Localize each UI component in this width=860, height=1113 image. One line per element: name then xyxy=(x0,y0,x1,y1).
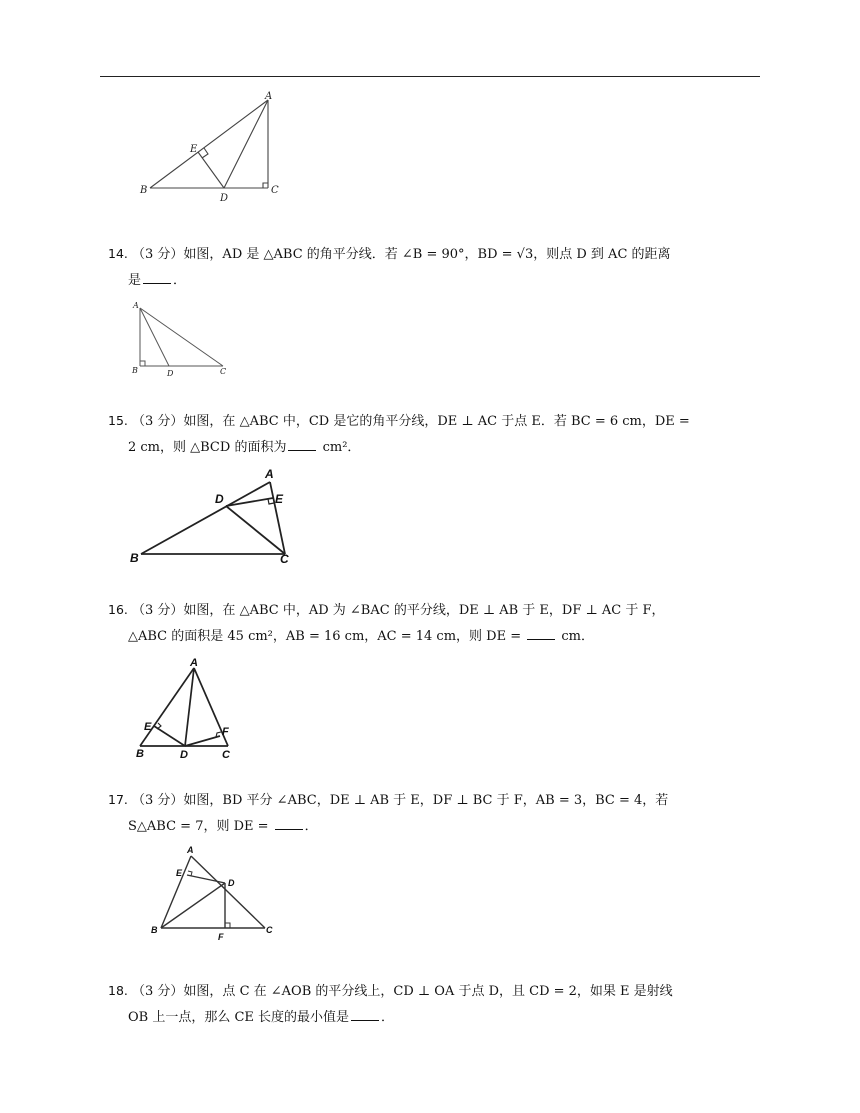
question-text-line1: （3 分）如图，AD 是 △ABC 的角平分线．若 ∠B = 90°，BD = √3，则点 D 到 AC 的距离 xyxy=(132,247,671,262)
q16-label-c: C xyxy=(222,749,230,761)
q13-label-c: C xyxy=(271,185,279,196)
question-text-line1: （3 分）如图，在 △ABC 中，CD 是它的角平分线，DE ⊥ AC 于点 E．若 BC = 6 cm，DE = xyxy=(132,414,690,429)
question-14 xyxy=(108,241,760,294)
q16-label-f: F xyxy=(222,726,229,738)
q17-label-a: A xyxy=(187,845,194,855)
answer-blank[interactable] xyxy=(143,271,171,284)
q15-label-e: E xyxy=(275,492,284,506)
question-text-line2-end: cm． xyxy=(557,629,594,644)
header-rule xyxy=(100,76,760,77)
question-number: 14. xyxy=(108,246,128,261)
question-text-line1: （3 分）如图，点 C 在 ∠AOB 的平分线上，CD ⊥ OA 于点 D，且 CD = 2，如果 E 是射线 xyxy=(132,984,673,999)
question-text-line1: （3 分）如图，BD 平分 ∠ABC，DE ⊥ AB 于 E，DF ⊥ BC 于 F，AB = 3，BC = 4，若 xyxy=(132,793,669,808)
question-text-line2: OB 上一点，那么 CE 长度的最小值是 xyxy=(128,1010,350,1025)
q15-figure xyxy=(125,466,305,568)
question-number: 15. xyxy=(108,413,128,428)
q16-label-d: D xyxy=(180,749,188,761)
q15-label-c: C xyxy=(280,552,289,566)
question-number: 18. xyxy=(108,983,128,998)
question-number: 17. xyxy=(108,792,128,807)
question-text-line2-end: cm²． xyxy=(318,440,361,455)
q13-label-e: E xyxy=(190,144,198,155)
q13-label-a: A xyxy=(265,91,273,102)
question-text-line2-end: ． xyxy=(381,1010,395,1025)
question-text-line2: S△ABC = 7，则 DE = xyxy=(128,819,273,834)
question-15 xyxy=(108,408,760,461)
q15-label-d: D xyxy=(215,492,224,506)
q17-label-b: B xyxy=(151,925,158,935)
question-16 xyxy=(108,597,760,650)
q16-label-b: B xyxy=(136,748,144,760)
question-text-line2: △ABC 的面积是 45 cm²，AB = 16 cm，AC = 14 cm，则 DE = xyxy=(128,629,526,644)
question-text-line1: （3 分）如图，在 △ABC 中，AD 为 ∠BAC 的平分线，DE ⊥ AB 于 E，DF ⊥ AC 于 F， xyxy=(132,603,665,618)
q14-label-d: D xyxy=(167,369,174,378)
q13-figure xyxy=(135,88,295,208)
q16-figure xyxy=(130,654,250,762)
q13-label-d: D xyxy=(220,193,229,204)
q17-label-d: D xyxy=(228,878,235,888)
question-17 xyxy=(108,787,760,840)
answer-blank[interactable] xyxy=(275,817,303,830)
q15-label-a: A xyxy=(265,467,274,481)
question-text-line2-end: ． xyxy=(173,273,187,288)
answer-blank[interactable] xyxy=(527,627,555,640)
q16-label-a: A xyxy=(190,657,198,669)
q17-figure xyxy=(145,842,285,942)
question-number: 16. xyxy=(108,602,128,617)
q15-label-b: B xyxy=(130,551,139,565)
answer-blank[interactable] xyxy=(288,438,316,451)
q16-label-e: E xyxy=(144,721,152,733)
question-text-line2-end: ． xyxy=(304,819,318,834)
answer-blank[interactable] xyxy=(351,1008,379,1021)
q14-label-b: B xyxy=(132,366,138,375)
question-text-line2: 是 xyxy=(128,273,142,288)
q14-figure xyxy=(128,296,238,380)
q13-label-b: B xyxy=(140,185,148,196)
q17-label-c: C xyxy=(266,925,273,935)
q14-label-c: C xyxy=(220,367,227,376)
question-text-line2: 2 cm，则 △BCD 的面积为 xyxy=(128,440,287,455)
question-18 xyxy=(108,978,760,1031)
q17-label-e: E xyxy=(176,868,183,878)
q17-label-f: F xyxy=(218,932,224,942)
q14-label-a: A xyxy=(133,301,139,310)
